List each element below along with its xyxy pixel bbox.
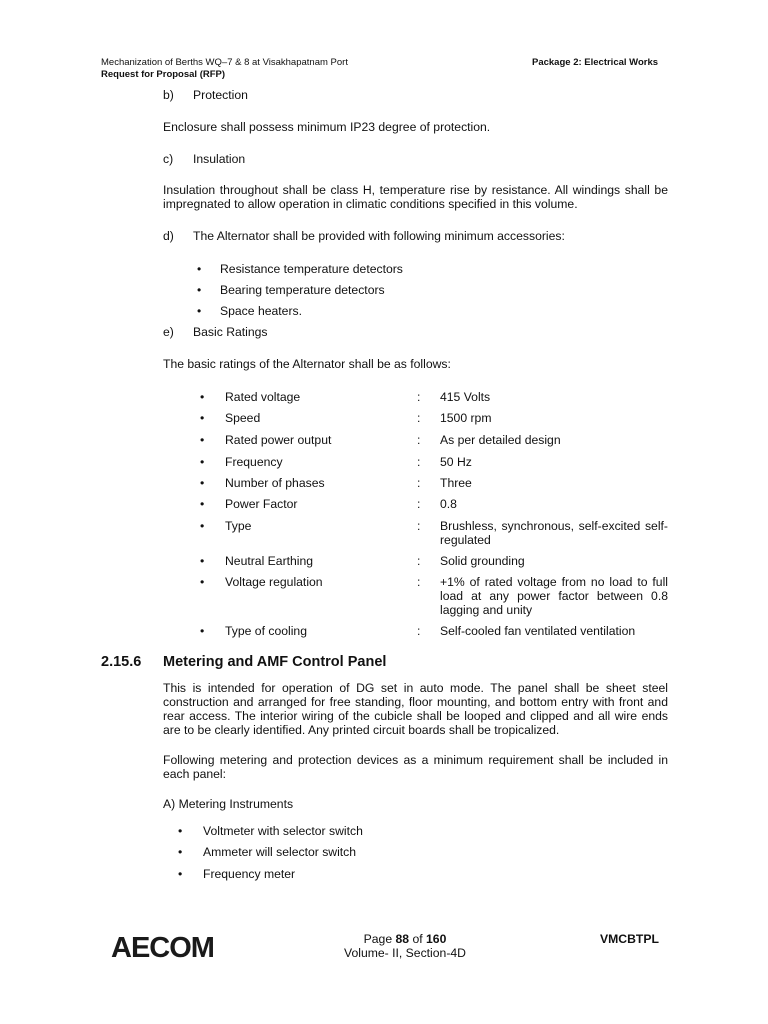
bullet-marker: • <box>200 519 205 533</box>
header-left <box>101 57 348 81</box>
item-e-label: e) <box>163 325 174 339</box>
rating-colon: : <box>417 519 421 533</box>
rating-label: Number of phases <box>225 476 325 490</box>
bullet-marker: • <box>200 390 205 404</box>
metering-item: Ammeter will selector switch <box>203 845 357 859</box>
document-code: VMCBTPL <box>600 932 659 946</box>
accessory-item: Bearing temperature detectors <box>220 283 385 297</box>
item-d-title: The Alternator shall be provided with following minimum accessories: <box>193 229 565 243</box>
item-c-label: c) <box>163 152 174 166</box>
item-c-text: Insulation throughout shall be class H, temperature rise by resistance. All windings shall be impregnated to allow operation in climatic conditions specified in this volume. <box>163 183 668 211</box>
rating-value: Self-cooled fan ventilated ventilation <box>440 624 636 638</box>
item-b-text: Enclosure shall possess minimum IP23 degree of protection. <box>163 120 491 134</box>
rating-label: Power Factor <box>225 497 298 511</box>
rating-colon: : <box>417 390 421 404</box>
item-b-label: b) <box>163 88 174 102</box>
metering-item: Voltmeter with selector switch <box>203 824 363 838</box>
bullet-marker: • <box>200 575 205 589</box>
page-info <box>300 932 510 960</box>
page-number-line <box>300 932 510 946</box>
page-of: of <box>412 932 423 946</box>
rating-label: Neutral Earthing <box>225 554 314 568</box>
rating-label: Rated voltage <box>225 390 301 404</box>
bullet-marker: • <box>197 283 202 297</box>
bullet-marker: • <box>200 433 205 447</box>
rating-label: Type <box>225 519 252 533</box>
section-paragraph-1: This is intended for operation of DG set in auto mode. The panel shall be sheet steel construction and arranged for free standing, floor mounting, and bottom entry with front and rear access. The interior wiring of the cubicle shall be looped and clipped and all wire ends are to be clearly identified. Any printed circuit boards shall be tropicalized. <box>163 681 668 737</box>
header-document-type: Request for Proposal (RFP) <box>101 69 226 80</box>
section-number: 2.15.6 <box>101 654 142 670</box>
rating-colon: : <box>417 455 421 469</box>
bullet-marker: • <box>200 411 205 425</box>
rating-value: 0.8 <box>440 497 457 511</box>
bullet-marker: • <box>200 554 205 568</box>
rating-label: Type of cooling <box>225 624 307 638</box>
item-b-title: Protection <box>193 88 248 102</box>
page-prefix: Page <box>363 932 393 946</box>
bullet-marker: • <box>197 304 202 318</box>
rating-value: 1500 rpm <box>440 411 492 425</box>
rating-value: 50 Hz <box>440 455 472 469</box>
item-e-title: Basic Ratings <box>193 325 268 339</box>
rating-value: Brushless, synchronous, self-excited self-regulated <box>440 519 668 547</box>
bullet-marker: • <box>178 824 183 838</box>
rating-colon: : <box>417 411 421 425</box>
page-total: 160 <box>426 932 447 946</box>
metering-item: Frequency meter <box>203 867 296 881</box>
bullet-marker: • <box>200 476 205 490</box>
header-project-title: Mechanization of Berths WQ–7 & 8 at Visakhapatnam Port <box>101 57 348 68</box>
rating-label: Rated power output <box>225 433 332 447</box>
rating-value: Three <box>440 476 472 490</box>
rating-value: As per detailed design <box>440 433 561 447</box>
rating-label: Frequency <box>225 455 283 469</box>
section-paragraph-2: Following metering and protection devices as a minimum requirement shall be included in each panel: <box>163 753 668 781</box>
bullet-marker: • <box>200 455 205 469</box>
rating-colon: : <box>417 575 421 589</box>
rating-value: +1% of rated voltage from no load to full load at any power factor between 0.8 lagging and unity <box>440 575 668 617</box>
rating-label: Speed <box>225 411 261 425</box>
header-package: Package 2: Electrical Works <box>532 57 659 68</box>
accessory-item: Space heaters. <box>220 304 302 318</box>
item-c-title: Insulation <box>193 152 246 166</box>
volume-section: Volume- II, Section-4D <box>344 946 466 960</box>
metering-subtitle: A) Metering Instruments <box>163 797 294 811</box>
bullet-marker: • <box>197 262 202 276</box>
rating-value: 415 Volts <box>440 390 491 404</box>
ratings-intro: The basic ratings of the Alternator shall be as follows: <box>163 357 451 371</box>
rating-colon: : <box>417 476 421 490</box>
accessory-item: Resistance temperature detectors <box>220 262 403 276</box>
bullet-marker: • <box>200 497 205 511</box>
rating-colon: : <box>417 497 421 511</box>
rating-label: Voltage regulation <box>225 575 323 589</box>
rating-colon: : <box>417 624 421 638</box>
bullet-marker: • <box>178 867 183 881</box>
item-d-label: d) <box>163 229 174 243</box>
bullet-marker: • <box>178 845 183 859</box>
rating-value: Solid grounding <box>440 554 525 568</box>
bullet-marker: • <box>200 624 205 638</box>
rating-colon: : <box>417 433 421 447</box>
rating-colon: : <box>417 554 421 568</box>
section-title: Metering and AMF Control Panel <box>163 654 387 670</box>
page-number: 88 <box>395 932 410 946</box>
aecom-logo: AECOM <box>111 932 214 964</box>
